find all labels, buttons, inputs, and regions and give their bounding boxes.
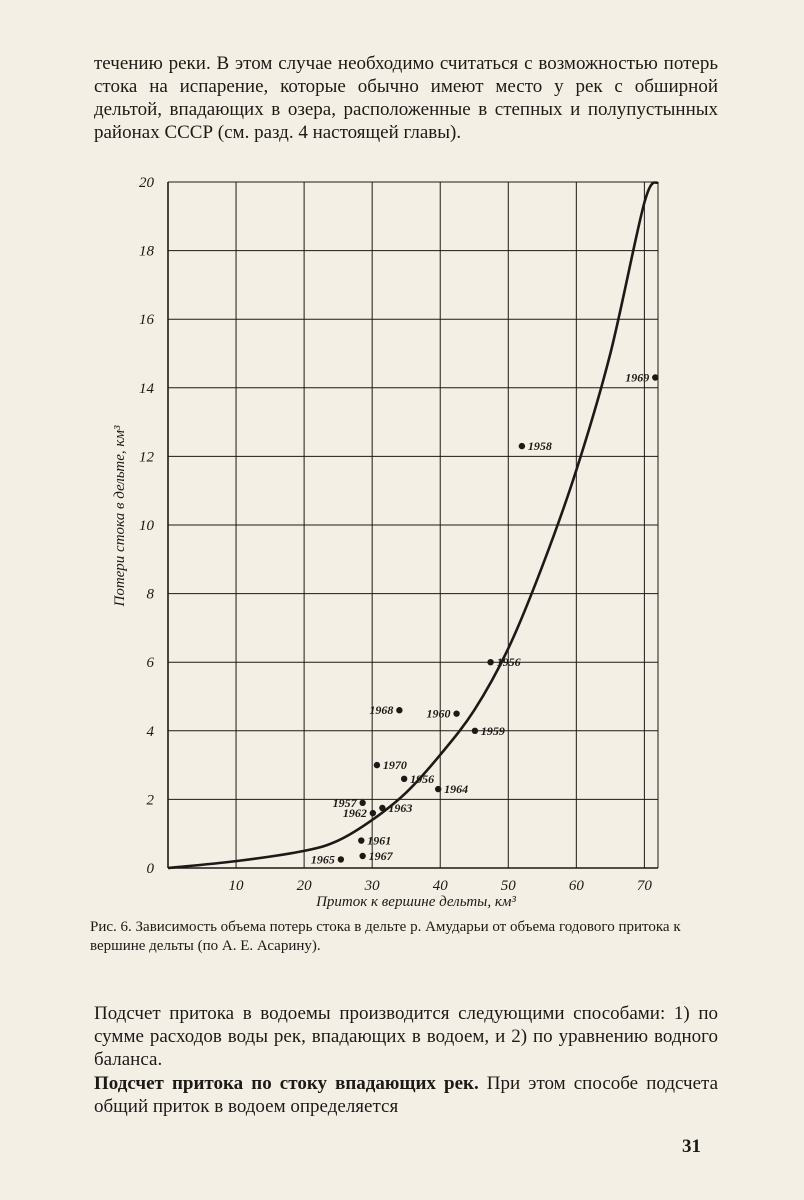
figure-6-chart: [80, 168, 700, 913]
x-tick-label: 10: [228, 878, 244, 894]
figure-caption: Рис. 6. Зависимость объема потерь стока в дельте р. Амударьи от объема годового притока к вершине дельты (по А. Е. Асарину).: [90, 919, 681, 954]
data-point: [519, 443, 525, 449]
y-tick-label: 14: [139, 380, 154, 397]
data-point-label: 1960: [426, 706, 451, 721]
data-point: [396, 707, 402, 713]
x-tick-label: 30: [364, 878, 380, 894]
x-tick-label: 50: [500, 878, 516, 894]
paragraph-bottom-2: [94, 1072, 718, 1118]
data-point-label: 1956: [496, 655, 521, 670]
x-tick-label: 40: [432, 878, 448, 894]
data-point-label: 1964: [444, 782, 469, 797]
data-point-label: 1963: [388, 800, 413, 815]
y-tick-label: 20: [139, 175, 154, 191]
y-tick-label: 4: [146, 723, 154, 740]
y-tick-label: 2: [146, 792, 154, 809]
data-point: [401, 776, 407, 782]
y-tick-label: 12: [139, 449, 154, 466]
chart-ticks: [139, 175, 652, 894]
data-point-label: 1970: [382, 758, 407, 773]
data-point-label: 1958: [527, 439, 552, 454]
data-point: [370, 810, 376, 816]
data-point-label: 1969: [625, 370, 650, 385]
data-point: [359, 800, 365, 806]
data-point-label: 1962: [342, 806, 367, 821]
y-tick-label: 18: [139, 243, 154, 260]
chart-grid: [168, 182, 658, 868]
data-point-label: 1961: [367, 833, 392, 848]
x-tick-label: 20: [296, 878, 312, 894]
section-heading: Подсчет притока по стоку впадающих рек.: [94, 1073, 479, 1094]
x-tick-label: 60: [568, 878, 584, 894]
page-number: 31: [682, 1136, 701, 1157]
data-point: [358, 837, 364, 843]
y-axis-label: Потери стока в дельте, км³: [112, 425, 128, 607]
data-point: [379, 805, 385, 811]
data-point: [472, 728, 478, 734]
data-point-label: 1957: [332, 795, 357, 810]
data-point-label: 1956: [410, 771, 435, 786]
data-point-label: 1965: [310, 852, 335, 867]
y-tick-label: 8: [146, 586, 154, 603]
data-point: [652, 374, 658, 380]
data-point: [374, 762, 380, 768]
x-tick-label: 70: [636, 878, 652, 894]
paragraph-bottom-1: Подсчет притока в водоемы производится следующими способами: 1) по сумме расходов воды рек, впадающих в водоем, и 2) по уравнению водного баланса.: [94, 1003, 718, 1070]
paragraph-bottom-2-text: При этом способе подсчета общий приток в водоем определяется: [94, 1073, 718, 1117]
data-point: [453, 710, 459, 716]
data-point-label: 1968: [369, 703, 394, 718]
data-point: [435, 786, 441, 792]
data-point-label: 1967: [368, 848, 393, 863]
y-tick-label: 16: [139, 312, 154, 329]
paragraph-top: течению реки. В этом случае необходимо считаться с возможностью потерь стока на испарение, которые обычно имеют место у рек с обширной дельтой, впадающих в озера, расположенные в степных и полупустынных районах СССР (см. разд. 4 настоящей главы).: [94, 53, 718, 143]
data-point-label: 1959: [480, 723, 505, 738]
y-tick-label: 0: [146, 861, 154, 877]
x-axis-label: Приток к вершине дельты, км³: [316, 894, 516, 910]
data-point: [487, 659, 493, 665]
data-point: [338, 856, 344, 862]
data-point: [359, 853, 365, 859]
y-tick-label: 6: [146, 655, 154, 672]
data-points: [311, 371, 659, 867]
y-tick-label: 10: [139, 518, 154, 534]
